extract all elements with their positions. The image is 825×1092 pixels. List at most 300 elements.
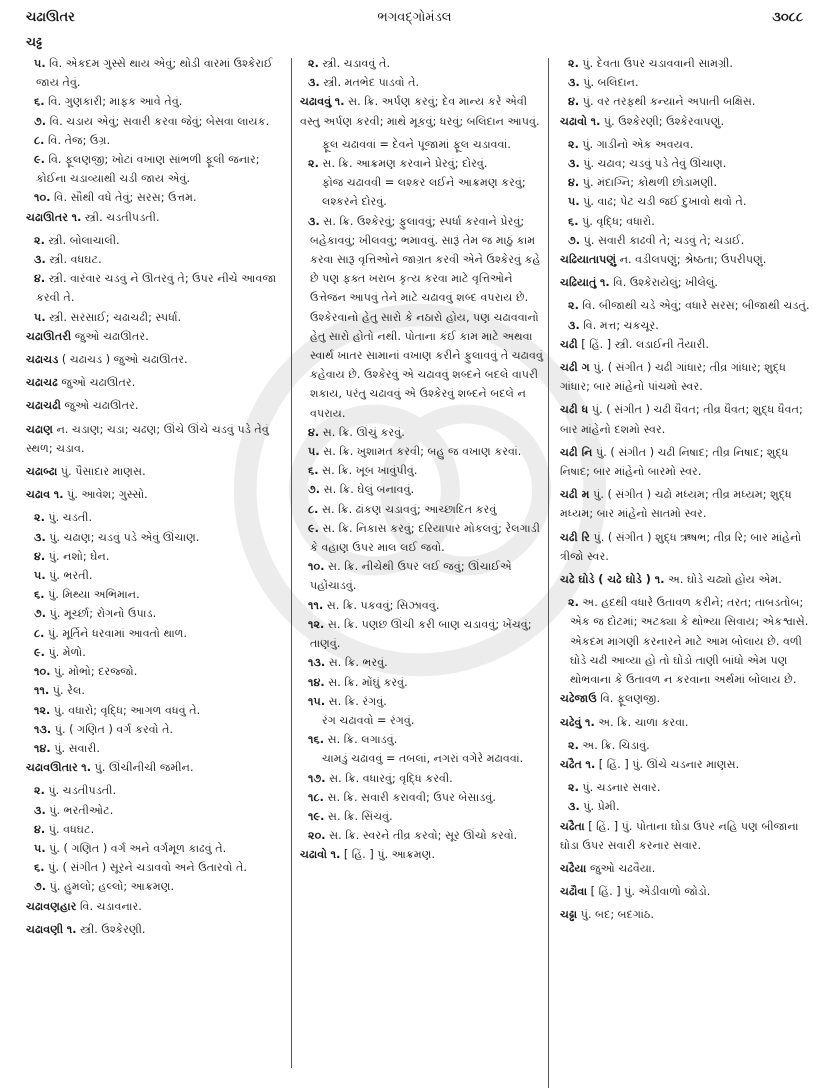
definition-sense xyxy=(26,231,288,250)
headword: ચઢાવણી xyxy=(26,922,64,936)
usage-example xyxy=(300,749,546,768)
definition-sense xyxy=(26,566,288,585)
sense-number: ૧. xyxy=(334,95,345,109)
definition-sense xyxy=(300,73,546,92)
usage-example xyxy=(300,173,546,211)
definition-text: સ. ક્રિ. નિકાસ કરવું; દરિયાપાર મોકલવું; રેલગાડી કે વહાણ ઉપર માલ લઈ જવો. xyxy=(310,521,540,555)
definition-sense xyxy=(26,92,288,111)
definition-sense xyxy=(26,508,288,527)
definition-text: જુઓ ચઢવૈયા. xyxy=(589,861,656,875)
sense-number: ૧૩. xyxy=(308,656,326,670)
sense-number: ૧૮. xyxy=(308,790,324,804)
dictionary-entry xyxy=(560,882,810,901)
definition-sense xyxy=(300,480,546,499)
sense-number: ૩. xyxy=(34,530,46,544)
definition-text: પું. મિથ્યા અભિમાન. xyxy=(48,588,140,602)
sense-number: ૩. xyxy=(34,253,46,267)
dictionary-entry xyxy=(560,817,810,855)
definition-text: પું. વાઢ; પેટ ચડી જઈ દુખાવો થવો તે. xyxy=(583,195,747,209)
sense-number: ૧૯. xyxy=(308,809,325,823)
definition-text: જુઓ ચઢાઊતર. xyxy=(61,376,136,390)
headword: ચઢાઊતર xyxy=(26,210,69,224)
headword: ચઢિયાતું xyxy=(560,276,597,290)
definition-text: સ. ક્રિ. પણછ ઊંચી કરી બાણ ચડાવવું; ખેંચવું; તાણવું. xyxy=(310,617,532,651)
column-3 xyxy=(560,54,810,929)
headword: ચઢાવો xyxy=(300,848,328,862)
dictionary-entry xyxy=(560,859,810,878)
definition-text: પું. મૂર્તિને ધરવામાં આવતો થાળ. xyxy=(47,626,188,640)
definition-text: પું. વૃદ્ધિ; વધારો. xyxy=(582,214,655,228)
definition-sense xyxy=(26,528,288,547)
definition-sense xyxy=(300,673,546,692)
page-number: ૩૦૮૮ xyxy=(772,10,803,25)
definition-sense xyxy=(26,662,288,681)
sense-number: ૧૦. xyxy=(34,191,51,205)
definition-sense xyxy=(560,212,810,231)
sense-number: ૧૦. xyxy=(308,560,325,574)
sense-number: ૨. xyxy=(568,299,579,313)
dictionary-entry xyxy=(26,327,288,346)
definition-text: પું. ( સંગીત ) ચઢો મધ્યમ; તીવ્ર મધ્યમ; શુદ્ધ મધ્યમ; બાર માંહેનો સાતમો સ્વર. xyxy=(560,488,792,521)
definition-text: પું. ચડતીપડતી. xyxy=(48,784,117,798)
column-divider xyxy=(291,58,292,1068)
definition-text: [ હિં. ] પું. આક્રમણ. xyxy=(343,848,436,862)
definition-text: સ. ક્રિ. વધારવું; વૃદ્ધિ કરવી. xyxy=(329,771,453,785)
headword: ચઢેજાઉ xyxy=(560,692,597,706)
definition-text: ન. ચડાણ; ચડા; ચઢણ; ઊંચે ઊંચે ચડવું પડે તેવું સ્થળ; ચડાવ. xyxy=(26,422,269,455)
sense-number: ૯. xyxy=(34,153,45,167)
sense-number: ૬. xyxy=(308,464,319,478)
page-header xyxy=(26,10,803,32)
sense-number: ૫. xyxy=(308,445,320,459)
sense-number: ૫. xyxy=(34,57,46,70)
definition-text: સ્ત્રી. ચડતીપડતી. xyxy=(84,210,160,224)
sense-number: ૧૫. xyxy=(308,694,326,708)
guide-word: ચઢાઊતર xyxy=(26,10,75,25)
definition-text: સ્ત્રી. ચડાવવું તે. xyxy=(322,57,391,70)
dictionary-entry xyxy=(560,755,810,774)
definition-text: સ. ક્રિ. ઉશ્કેરવું; ફુલાવવું; સ્પર્ધા કરવાને પ્રેરવું; બહેકાવવું; ખીલવવું; ભમાવવું. સારૂં તેમ જ માઠું કામ કરવા સારૂ વૃત્તિઓને જાગ્રત કરવી એને ઉશ્કેરવું કહે છે પણ ફક્ત ખરાબ કૃત્ય કરવા માટે વૃત્તિઓને ઉત્તેજન આપવું તેને માટે ચઢાવવું શબ્દ વપરાય છે. ઉશ્કેરવાનો હેતુ સારો કે નઠારો હોય, પણ ચઢાવવાનો હેતુ સારો હોતો નથી. પોતાના કંઈ કામ માટે અથવા સ્વાર્થ ખાતર સામાનાં વખાણ કરીને ફુલાવવું તે ચઢાવવું કહેવાય છે. ઉશ્કેરવું એ ચઢાવવું શબ્દને બદલે વાપરી શકાય, પરંતુ ચઢાવવું એ ઉશ્કેરવું શબ્દને બદલે ન વપરાય. xyxy=(310,214,543,420)
dictionary-entry xyxy=(560,250,810,269)
headword: ચઢી નિ xyxy=(560,445,593,459)
headword: ચઢેવું xyxy=(560,715,582,729)
definition-sense xyxy=(300,692,546,711)
headword: ચઢી xyxy=(560,337,578,351)
definition-text: ન. વડીલપણું; શ્રેષ્ઠતા; ઉપરીપણું. xyxy=(619,253,767,267)
definition-text: પું. નશો; ઘેન. xyxy=(48,549,110,563)
definition-sense xyxy=(300,500,546,519)
dictionary-entry xyxy=(560,570,810,589)
definition-text: પું. દેવતા ઉપર ચડાવવાની સામગ્રી. xyxy=(582,57,733,70)
headword: ચઢાવો xyxy=(560,114,588,128)
sense-number: ૧. xyxy=(81,761,92,775)
sense-number: ૧૨. xyxy=(34,703,51,717)
definition-sense xyxy=(26,839,288,858)
sense-number: ૭. xyxy=(568,233,581,247)
definition-text: પું. પ્રેમી. xyxy=(583,800,620,814)
dictionary-entry xyxy=(560,273,810,292)
definition-sense xyxy=(300,769,546,788)
sense-number: ૪. xyxy=(568,176,580,190)
column-2 xyxy=(300,54,546,869)
definition-sense xyxy=(300,461,546,480)
dictionary-entry xyxy=(26,350,288,369)
sense-number: ૨. xyxy=(568,57,579,70)
definition-text: પું. પૈસાદાર માણસ. xyxy=(60,465,146,479)
sense-number: ૩. xyxy=(568,800,580,814)
definition-sense xyxy=(300,807,546,826)
sense-number: ૨. xyxy=(568,137,579,151)
sense-number: ૩. xyxy=(308,76,320,90)
headword: ચઢાવણહાર xyxy=(26,899,77,913)
definition-text: ચામડું ચઢાવવું = તબલાં, નગરાં વગેરે મઢાવવાં. xyxy=(322,752,524,766)
definition-sense xyxy=(300,557,546,595)
definition-sense xyxy=(300,442,546,461)
definition-sense xyxy=(26,112,288,131)
sense-number: ૨. xyxy=(568,596,579,610)
dictionary-entry xyxy=(300,92,546,130)
definition-text: પું. બદ; બદગાંઠ. xyxy=(580,908,654,922)
sense-number: ૭. xyxy=(34,880,47,894)
definition-text: પું. વધઘટ. xyxy=(48,822,95,836)
definition-text: વિ. તેજ; ઉગ્ર. xyxy=(47,133,111,147)
definition-sense xyxy=(560,173,810,192)
definition-text: વિ. એકદમ ગુસ્સે થાય એવું; થોડી વારમાં ઉશ્કેરાઈ જાય તેવું. xyxy=(36,57,273,90)
sense-number: ૧. xyxy=(53,488,64,502)
dictionary-entry xyxy=(26,462,288,481)
definition-sense xyxy=(300,653,546,672)
dictionary-entry xyxy=(26,420,288,458)
definition-text: [ હિં. ] પું. એડીવાળો જોડો. xyxy=(590,885,711,899)
definition-sense xyxy=(26,604,288,623)
dictionary-entry xyxy=(560,400,810,438)
sense-number: ૨. xyxy=(34,784,45,798)
definition-text: પું. મોભો; દરજ્જો. xyxy=(54,665,138,679)
definition-text: સ્ત્રી. સરસાઈ; ચઢાચઢી; સ્પર્ધા. xyxy=(49,310,182,324)
definition-sense xyxy=(560,154,810,173)
dictionary-entry xyxy=(26,920,288,939)
definition-sense xyxy=(26,585,288,604)
definition-text: વિ. ફૂલણજી. xyxy=(600,692,660,706)
headword: ચઢી મ xyxy=(560,488,590,502)
sense-number: ૧૬. xyxy=(308,733,324,747)
definition-text: પું. ભરતી. xyxy=(49,569,93,583)
definition-sense xyxy=(300,826,546,845)
definition-sense xyxy=(560,92,810,111)
dictionary-entry xyxy=(26,396,288,415)
definition-sense xyxy=(300,730,546,749)
headword: ચઢ્ઢા xyxy=(560,908,578,922)
definition-text: સ્ત્રી. વારંવાર ચડવું ને ઊતરવું તે; ઉપર નીચે આવજા કરવી તે. xyxy=(36,272,277,305)
sense-number: ૫. xyxy=(34,569,46,583)
definition-sense xyxy=(300,212,546,423)
definition-sense xyxy=(300,54,546,73)
sense-number: ૬. xyxy=(568,214,579,228)
definition-text: સ્ત્રી. બોલાચાલી. xyxy=(48,233,120,247)
headword: ચઢાવઊતાર xyxy=(26,761,78,775)
dictionary-entry xyxy=(560,443,810,481)
definition-sense xyxy=(26,720,288,739)
definition-text: રંગ ચઢાવવો = રંગવું. xyxy=(322,713,415,727)
sense-number: ૨૦. xyxy=(308,829,326,843)
definition-text: પું. ચઢાવ; ચડવું પડે તેવું ઊંચાણ. xyxy=(583,157,727,171)
sense-number: ૩. xyxy=(568,157,580,171)
definition-text: પું. ભરતીઓટ. xyxy=(49,803,114,817)
dictionary-entry xyxy=(560,713,810,732)
definition-text: [ હિં. ] પું. પોતાના ઘોડા ઉપર નહિ પણ બીજાના ઘોડા ઉપર સવારી કરનાર સવાર. xyxy=(560,819,799,852)
definition-sense xyxy=(26,781,288,800)
usage-example xyxy=(300,711,546,730)
definition-text: સ. ક્રિ. સિંચવું. xyxy=(327,809,393,823)
sense-number: ૫. xyxy=(34,310,46,324)
definition-sense xyxy=(300,596,546,615)
dictionary-entry xyxy=(560,689,810,708)
definition-text: સ. ક્રિ. રંગવું. xyxy=(328,694,387,708)
sense-number: ૨. xyxy=(308,157,319,171)
definition-sense xyxy=(560,231,810,250)
sense-number: ૩. xyxy=(568,76,580,90)
definition-text: વિ. મત્ત; ચકચૂર. xyxy=(583,318,659,332)
definition-text: સ્ત્રી. મતભેદ પાડવો તે. xyxy=(323,76,420,90)
continued-headword: ચઢ્ઢ xyxy=(26,34,43,49)
headword: ચઢી ગ xyxy=(560,361,590,375)
definition-text: ફોજ ચઢાવવી = લશ્કર લઈને આક્રમણ કરવું; લશ્કરને દોરવું. xyxy=(322,176,526,209)
headword: ચઢાચડ xyxy=(26,353,59,367)
definition-text: સ. ક્રિ. સવારી કરાવવી; ઉપર બેસાડવું. xyxy=(327,790,496,804)
sense-number: ૬. xyxy=(34,588,45,602)
headword: ચઢૌવા xyxy=(560,885,588,899)
definition-text: પું. ( સંગીત ) સૂરને ચડાવવો અને ઉતારવો તે. xyxy=(48,861,247,875)
dictionary-entry xyxy=(26,208,288,227)
sense-number: ૧. xyxy=(599,276,610,290)
definition-text: વિ. ચડાવનાર. xyxy=(80,899,142,913)
definition-text: પું. સવારી કાઢવી તે; ચડવું તે; ચડાઈ. xyxy=(583,233,745,247)
definition-sense xyxy=(300,788,546,807)
headword: ચઢૈયા xyxy=(560,861,587,875)
definition-text: [ હિં. ] સ્ત્રી. લડાઈની તૈયારી. xyxy=(581,337,709,351)
sense-number: ૪. xyxy=(308,425,320,439)
sense-number: ૧. xyxy=(590,114,601,128)
definition-text: પું. ચડતી. xyxy=(48,511,93,525)
headword: ચઢાણ xyxy=(26,422,54,436)
definition-text: વિ. ઉશ્કેરાયેલું; ખીલેલું. xyxy=(613,276,718,290)
dictionary-entry xyxy=(560,905,810,924)
sense-number: ૭. xyxy=(308,483,321,497)
sense-number: ૫. xyxy=(568,195,580,209)
definition-text: પું. રેલ. xyxy=(52,684,85,698)
sense-number: ૨. xyxy=(568,781,579,795)
definition-text: પું. ( સંગીત ) શુદ્ધ ઋષભ; તીવ્ર રિ; બાર માંહેનો ત્રીજો સ્વર. xyxy=(560,530,802,563)
definition-text: પું. ( સંગીત ) ચઢી ધૈવત; તીવ્ર ધૈવત; શુદ્ધ ધૈવત; બાર માંહેનો દશમો સ્વર. xyxy=(560,403,803,436)
definition-text: પું. મેળો. xyxy=(48,645,86,659)
headword: ચઢે ઘોડે xyxy=(560,573,595,587)
usage-example xyxy=(300,135,546,154)
definition-text: સ. ક્રિ. સ્વરને તીવ્ર કરવો; સૂર ઊંચો કરવો. xyxy=(329,829,518,843)
definition-text: સ. ક્રિ. નીચેથી ઉપર લઈ જવું; ઊંચાઈએ પહોંચાડવું. xyxy=(310,560,512,593)
definition-sense xyxy=(26,624,288,643)
definition-text: [ હિં. ] પું. ઊંચે ચડનાર માણસ. xyxy=(598,757,740,771)
dictionary-entry xyxy=(560,335,810,354)
sense-number: ૧. xyxy=(585,715,595,729)
sense-number: ૮. xyxy=(34,626,45,640)
sense-number: ૧૧. xyxy=(34,684,50,698)
definition-text: સ્ત્રી. વધઘટ. xyxy=(49,253,102,267)
sense-number: ૧. xyxy=(330,848,341,862)
definition-text: અ. ક્રિ. ચિડાવું. xyxy=(582,738,650,752)
headword: ચઢિયાતાપણું xyxy=(560,253,617,267)
definition-sense xyxy=(26,739,288,758)
sense-number: ( ચઢે ઘોડે ) ૧. xyxy=(598,573,665,587)
definition-sense xyxy=(26,54,288,92)
dictionary-entry xyxy=(560,112,810,131)
definition-sense xyxy=(560,316,810,335)
headword: ચઢી રિ xyxy=(560,530,590,544)
definition-text: સ. ક્રિ. ઊંચું કરવું. xyxy=(322,425,405,439)
sense-number: ૧૨. xyxy=(308,617,325,631)
sense-number: ૧. xyxy=(71,210,82,224)
definition-text: પું. વધારો; વૃદ્ધિ; આગળ વધવું તે. xyxy=(53,703,201,717)
definition-text: સ. ક્રિ. ઘેલું બનાવવું. xyxy=(323,483,415,497)
sense-number: ૩. xyxy=(568,318,580,332)
definition-sense xyxy=(26,858,288,877)
definition-text: સ. ક્રિ. ઢાંકણ ચડાવવું; આચ્છાદિત કરવું xyxy=(321,502,497,516)
sense-number: ૧. xyxy=(66,922,77,936)
definition-sense xyxy=(560,736,810,755)
dictionary-entry xyxy=(560,528,810,566)
definition-text: પું. ગાડીનો એક અવયવ. xyxy=(582,137,694,151)
sense-number: ૭. xyxy=(34,607,47,621)
definition-text: અ. ક્રિ. ચાળા કરવા. xyxy=(598,715,689,729)
definition-sense xyxy=(26,269,288,307)
definition-text: જુઓ ચઢાઊતર. xyxy=(64,399,139,413)
definition-sense xyxy=(26,877,288,896)
definition-sense xyxy=(560,778,810,797)
column-divider xyxy=(548,58,549,1088)
definition-sense xyxy=(26,308,288,327)
definition-sense xyxy=(26,188,288,207)
sense-number: ૫. xyxy=(34,841,46,855)
definition-sense xyxy=(26,131,288,150)
sense-number: ૬. xyxy=(34,95,45,109)
definition-sense xyxy=(26,150,288,188)
definition-text: પું. સવારી. xyxy=(54,741,100,755)
dictionary-title: ભગવદ્ગોમંડલ xyxy=(377,10,452,25)
definition-sense xyxy=(560,593,810,689)
definition-text: પું. વર તરફથી કન્યાને અપાતી બક્ષિસ. xyxy=(582,95,756,109)
definition-text: પું. ચઢાણ; ચડવું પડે એવું ઊંચાણ. xyxy=(49,530,200,544)
definition-text: વિ. ચડાય એવું; સવારી કરવા જેવું; બેસવા લાયક. xyxy=(49,114,270,128)
dictionary-entry xyxy=(560,358,810,396)
definition-sense xyxy=(300,423,546,442)
definition-text: જુઓ ચઢાઊતર. xyxy=(74,329,149,343)
sense-number: ૧૪. xyxy=(34,741,51,755)
sense-number: ૩. xyxy=(308,214,320,228)
definition-sense xyxy=(26,681,288,700)
sense-number: ૪. xyxy=(34,549,46,563)
definition-sense xyxy=(560,73,810,92)
definition-text: પું. ચડનાર સવાર. xyxy=(582,781,661,795)
headword: ચઢાવ xyxy=(26,488,51,502)
definition-text: સ. ક્રિ. મોંઘું કરવું. xyxy=(328,675,408,689)
definition-sense xyxy=(26,701,288,720)
definition-text: સ. ક્રિ. ખુશામત કરવી; બહુ જ વખાણ કરવાં. xyxy=(323,445,522,459)
sense-number: ૨. xyxy=(308,57,319,70)
dictionary-entry xyxy=(26,373,288,392)
sense-number: ૪. xyxy=(568,95,580,109)
definition-text: સ. ક્રિ. આક્રમણ કરવાને પ્રેરવું; દોરવું. xyxy=(322,157,488,171)
definition-text: પું. ( ગણિત ) વર્ગ અને વર્ગમૂળ કાઢવું તે. xyxy=(49,841,227,855)
definition-text: ફૂલ ચઢાવવાં = દેવને પૂજામાં ફૂલ ચડાવવાં. xyxy=(322,137,511,151)
definition-text: સ. ક્રિ. અર્પણ કરવું; દેવ માન્ય કરે એવી વસ્તુ અર્પણ કરવી; માથે મૂકવું; ધરવું; બલિદાન આપવું. xyxy=(300,95,540,128)
sense-number: ૧. xyxy=(585,757,596,771)
definition-sense xyxy=(26,547,288,566)
definition-text: પું. ( સંગીત ) ચઢી ગાંધાર; તીવ્ર ગાંધાર; શુદ્ધ ગાંધાર; બાર માંહેનો પાંચમો સ્વર. xyxy=(560,361,786,394)
sense-number: ૧૭. xyxy=(308,771,326,785)
dictionary-entry xyxy=(26,758,288,777)
definition-text: પું. ઉશ્કેરણી; ઉશ્કેરવાપણું. xyxy=(603,114,725,128)
sense-number: ૨. xyxy=(34,233,45,247)
definition-text: સ્ત્રી. ઉશ્કેરણી. xyxy=(80,922,146,936)
sense-number: ૯. xyxy=(34,645,45,659)
definition-text: પું. બલિદાન. xyxy=(583,76,639,90)
definition-text: અ. ઘોડે ચઢ્યો હોય એમ. xyxy=(668,573,782,587)
definition-sense xyxy=(560,135,810,154)
definition-sense xyxy=(26,250,288,269)
definition-sense xyxy=(560,192,810,211)
dictionary-entry xyxy=(560,485,810,523)
definition-text: ( ચઢાચડ ) જુઓ ચઢાઊતર. xyxy=(61,353,188,367)
headword: ચઢી ધ xyxy=(560,403,589,417)
definition-text: પું. ઊંચીનીચી જમીન. xyxy=(94,761,194,775)
sense-number: ૧૦. xyxy=(34,665,51,679)
definition-text: વિ. બીજાથી ચડે એવું; વધારે સરસ; બીજાથી ચડતું. xyxy=(582,299,810,313)
definition-text: સ. ક્રિ. પકવવું; સિઝાવવું. xyxy=(326,598,440,612)
sense-number: ૮. xyxy=(308,502,319,516)
definition-sense xyxy=(560,797,810,816)
definition-text: પું. હુમલો; હલ્લો; આક્રમણ. xyxy=(49,880,175,894)
definition-sense xyxy=(300,154,546,173)
definition-sense xyxy=(300,519,546,557)
sense-number: ૩. xyxy=(34,803,46,817)
definition-text: પું. ( ગણિત ) વર્ગ કરવો તે. xyxy=(54,722,174,736)
headword: ચઢૈતા xyxy=(560,819,585,833)
headword: ચઢાચઢી xyxy=(26,399,61,413)
definition-text: સ. ક્રિ. ભરવું. xyxy=(328,656,388,670)
sense-number: ૯. xyxy=(308,521,319,535)
definition-sense xyxy=(26,643,288,662)
sense-number: ૧૩. xyxy=(34,722,52,736)
definition-text: સ. ક્રિ. ખૂબ ખાવુંપીવું. xyxy=(322,464,418,478)
definition-sense xyxy=(26,820,288,839)
definition-text: પું. આવેશ; ગુસ્સો. xyxy=(67,488,148,502)
headword: ચઢૈત xyxy=(560,757,582,771)
definition-text: પું. ( સંગીત ) ચઢી નિષાદ; તીવ્ર નિષાદ; શુદ્ધ નિષાદ; બાર માંહેનો બારમો સ્વર. xyxy=(560,445,789,479)
column-1 xyxy=(26,54,288,943)
sense-number: ૮. xyxy=(34,133,45,147)
definition-text: સ. ક્રિ. લગાડવું. xyxy=(327,733,398,747)
definition-text: વિ. ગુણકારી; માફક આવે તેવું. xyxy=(48,95,183,109)
definition-sense xyxy=(300,615,546,653)
definition-text: વિ. સૌથી વધે તેવું; સરસ; ઉત્તમ. xyxy=(54,191,197,205)
headword: ચઢાચઢ xyxy=(26,376,58,390)
sense-number: ૪. xyxy=(34,272,46,286)
definition-sense xyxy=(560,54,810,73)
definition-text: પું. મૂર્ચ્છા; રોગનો ઉપાડ. xyxy=(49,607,157,621)
definition-text: અ. હદથી વધારે ઉતાવળ કરીને; તરત; તાબડતોબ; એક જ દોટમાં; અટક્યા કે થોભ્યા સિવાય; એકશ્વાસે. એકદમ માગણી કરનારને માટે આમ બોલાય છે. વળી ઘોડે ચઢી આવ્યા હો તો ઘોડો તાણી બાંધો એમ પણ થોભવાના કે ઉતાવળ ન કરવાના અર્થમાં બોલાય છે. xyxy=(570,596,809,687)
sense-number: ૨. xyxy=(568,738,579,752)
headword: ચઢાઊતરી xyxy=(26,329,72,343)
dictionary-entry xyxy=(26,485,288,504)
